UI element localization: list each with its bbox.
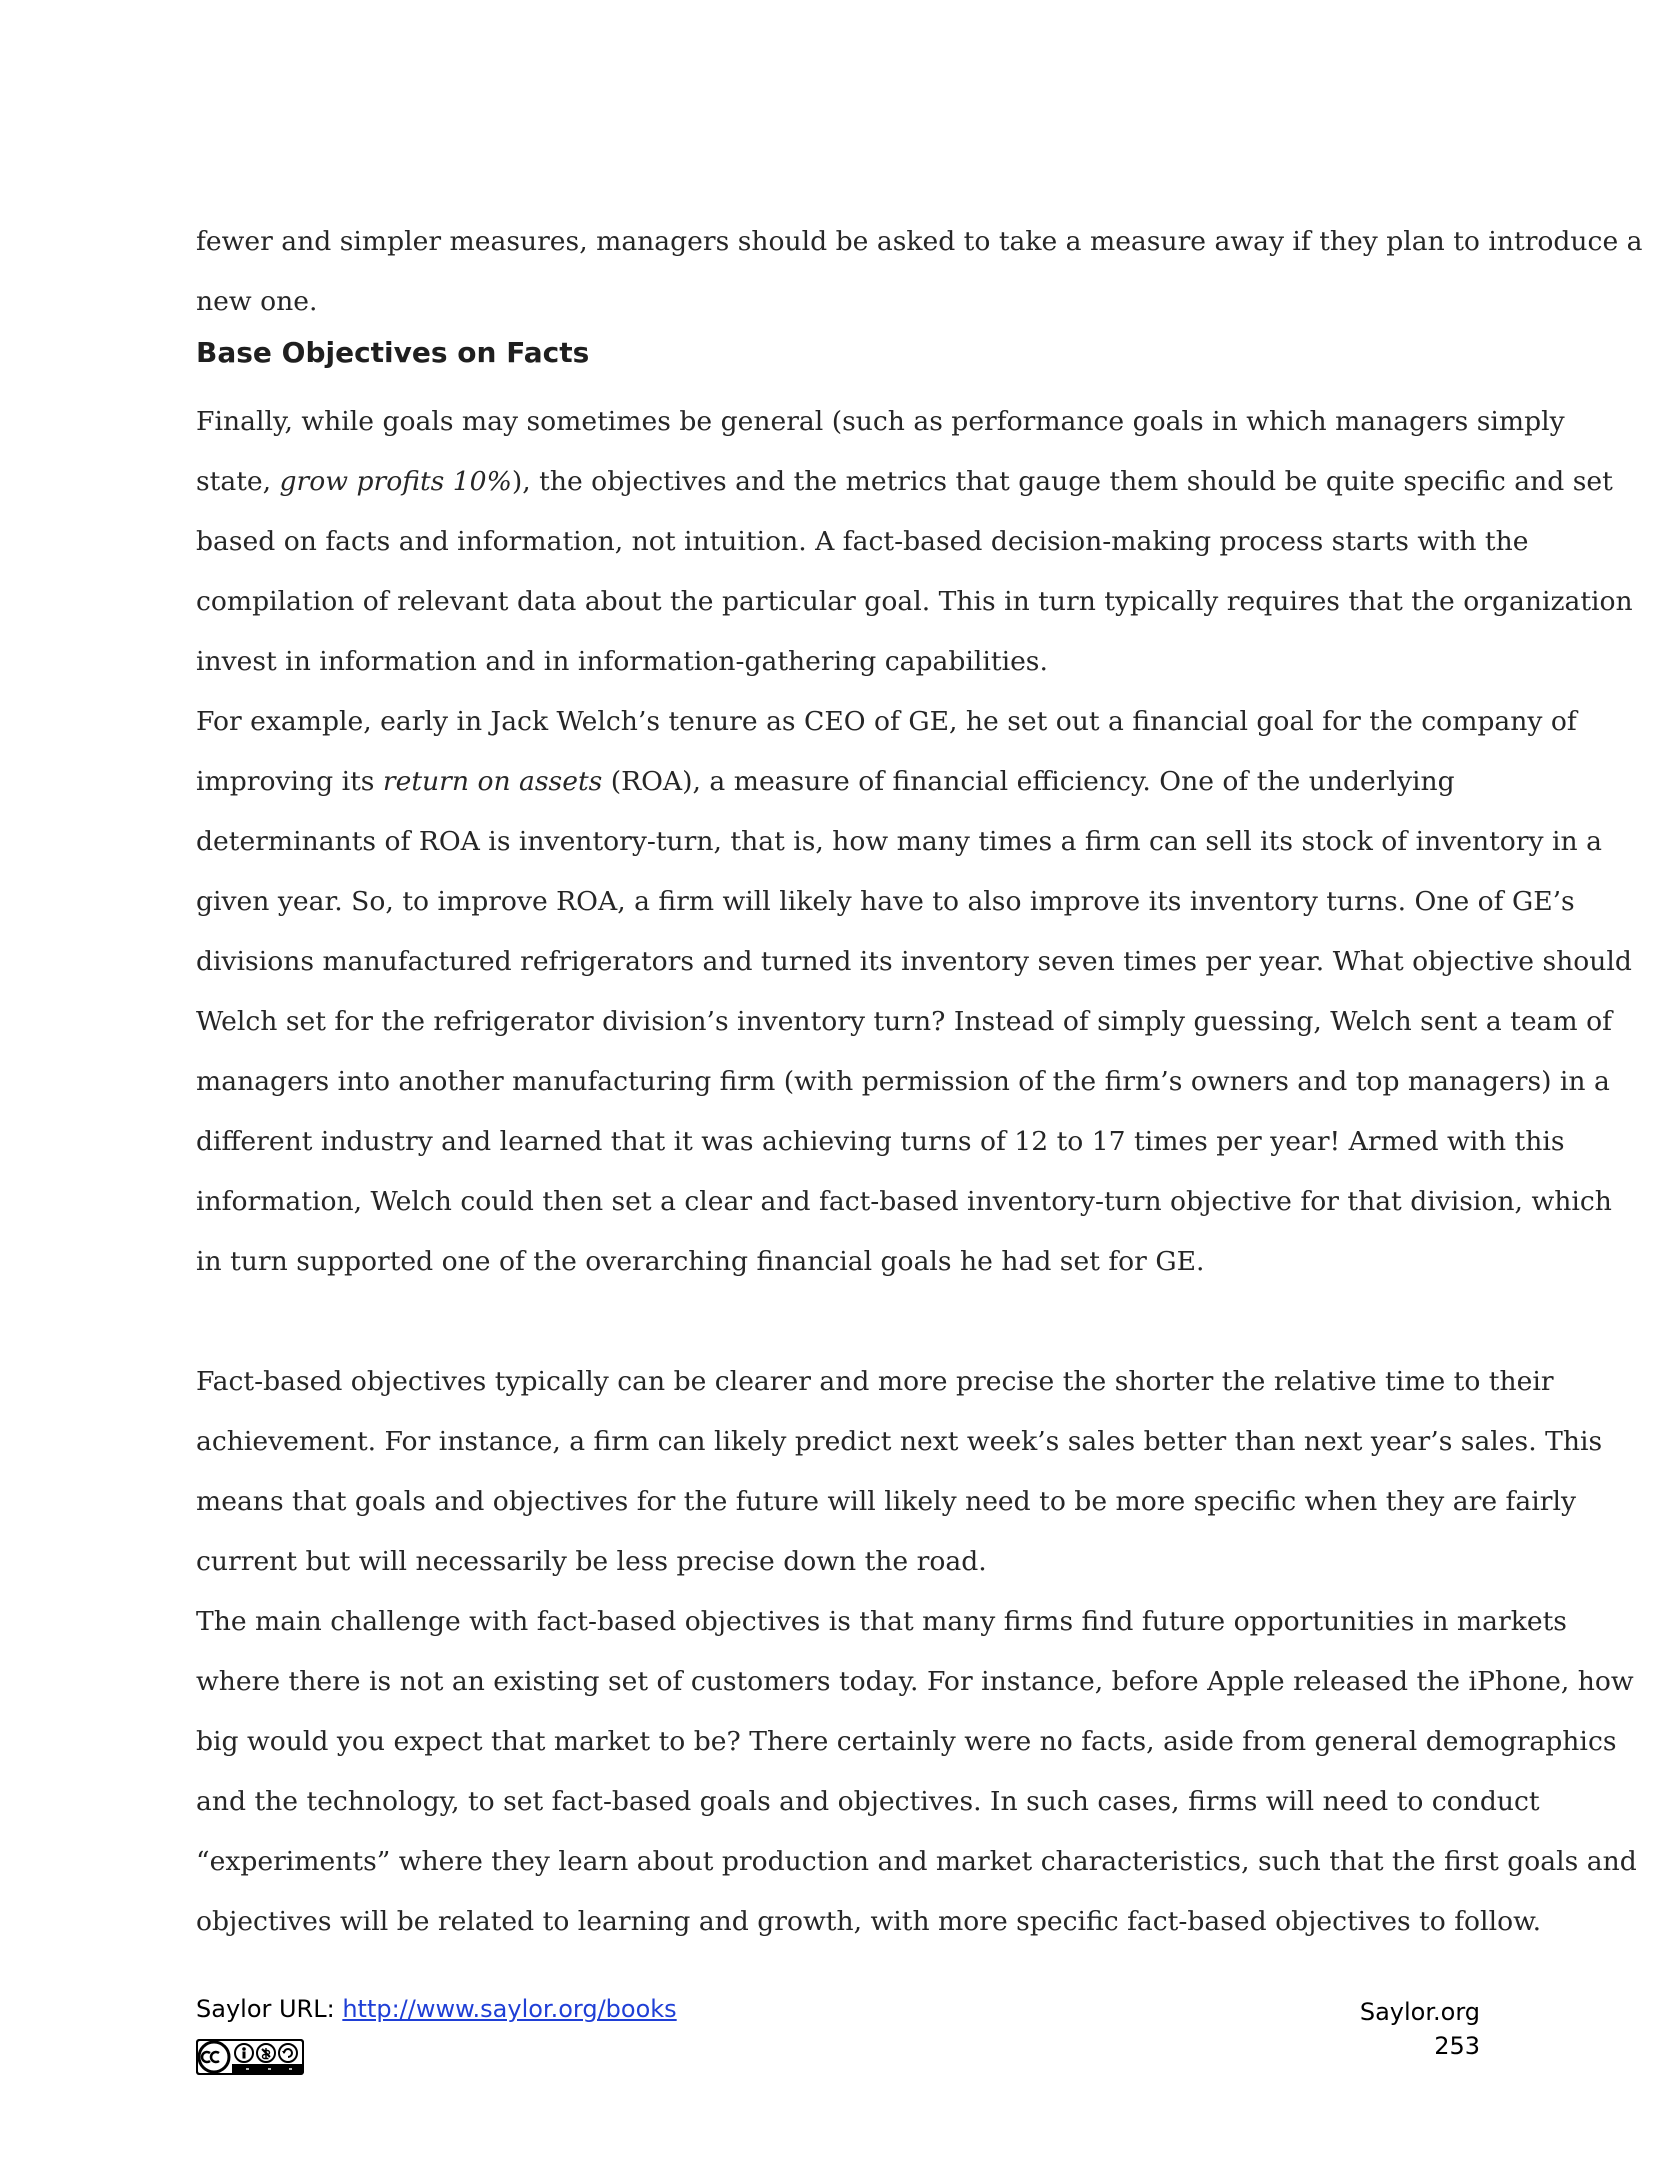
text-line: fewer and simpler measures, managers should be asked to take a measure away if they plan to introduce a <box>196 226 1643 257</box>
text-line: big would you expect that market to be? There certainly were no facts, aside from general demographics <box>196 1726 1617 1757</box>
text-line: divisions manufactured refrigerators and turned its inventory seven times per year. What objective should <box>196 946 1632 977</box>
section-heading: Base Objectives on Facts <box>196 336 590 369</box>
text-line: The main challenge with fact-based objectives is that many firms find future opportunities in markets <box>196 1606 1567 1637</box>
footer-url <box>196 1995 677 2023</box>
page-number: 253 <box>1434 2032 1480 2060</box>
paragraph-intro <box>196 212 1643 332</box>
text-line: given year. So, to improve ROA, a firm will likely have to also improve its inventory turns. One of GE’s <box>196 886 1575 917</box>
page-footer <box>196 1995 1480 2085</box>
text-line: in turn supported one of the overarching financial goals he had set for GE. <box>196 1246 1205 1277</box>
text-line: different industry and learned that it was achieving turns of 12 to 17 times per year! Armed with this <box>196 1126 1565 1157</box>
text-line: Welch set for the refrigerator division’s inventory turn? Instead of simply guessing, Welch sent a team of <box>196 1006 1612 1037</box>
footer-site-name: Saylor.org <box>1359 1998 1480 2026</box>
text-line: achievement. For instance, a firm can likely predict next week’s sales better than next year’s sales. This <box>196 1426 1603 1457</box>
paragraph-time-precision <box>196 1352 1603 1592</box>
text-line: compilation of relevant data about the particular goal. This in turn typically requires that the organization <box>196 586 1633 617</box>
text-line: Finally, while goals may sometimes be general (such as performance goals in which managers simply <box>196 406 1565 437</box>
text-line: managers into another manufacturing firm (with permission of the firm’s owners and top managers) in a <box>196 1066 1610 1097</box>
text-line: “experiments” where they learn about production and market characteristics, such that the first goals and <box>196 1846 1637 1877</box>
emphasis-text: grow profits 10% <box>279 466 512 497</box>
text-line: For example, early in Jack Welch’s tenure as CEO of GE, he set out a financial goal for the company of <box>196 706 1577 737</box>
footer-url-label: Saylor URL: <box>196 1995 343 2023</box>
text-line: Fact-based objectives typically can be clearer and more precise the shorter the relative time to their <box>196 1366 1554 1397</box>
text-line: current but will necessarily be less precise down the road. <box>196 1546 987 1577</box>
paragraph-ge-example <box>196 692 1632 1292</box>
text-line: objectives will be related to learning and growth, with more specific fact-based objectives to follow. <box>196 1906 1542 1937</box>
text-line: determinants of ROA is inventory-turn, that is, how many times a firm can sell its stock of inventory in a <box>196 826 1602 857</box>
text-line: improving its return on assets (ROA), a measure of financial efficiency. One of the underlying <box>196 766 1455 797</box>
text-line: where there is not an existing set of customers today. For instance, before Apple released the iPhone, how <box>196 1666 1634 1697</box>
text-line: new one. <box>196 286 318 317</box>
emphasis-text: return on assets <box>382 766 603 797</box>
text-line: state, grow profits 10%), the objectives and the metrics that gauge them should be quite specific and set <box>196 466 1613 497</box>
saylor-books-link[interactable]: http://www.saylor.org/books <box>342 1995 677 2023</box>
cc-by-nc-sa-icon <box>196 2039 304 2075</box>
text-line: and the technology, to set fact-based goals and objectives. In such cases, firms will need to conduct <box>196 1786 1540 1817</box>
paragraph-main-challenge <box>196 1592 1637 1952</box>
text-line: means that goals and objectives for the future will likely need to be more specific when they are fairly <box>196 1486 1576 1517</box>
text-line: invest in information and in information-gathering capabilities. <box>196 646 1048 677</box>
text-line: based on facts and information, not intuition. A fact-based decision-making process starts with the <box>196 526 1529 557</box>
text-line: information, Welch could then set a clear and fact-based inventory-turn objective for that division, which <box>196 1186 1612 1217</box>
paragraph-base-objectives <box>196 392 1633 692</box>
footer-right <box>1360 1995 1480 2063</box>
